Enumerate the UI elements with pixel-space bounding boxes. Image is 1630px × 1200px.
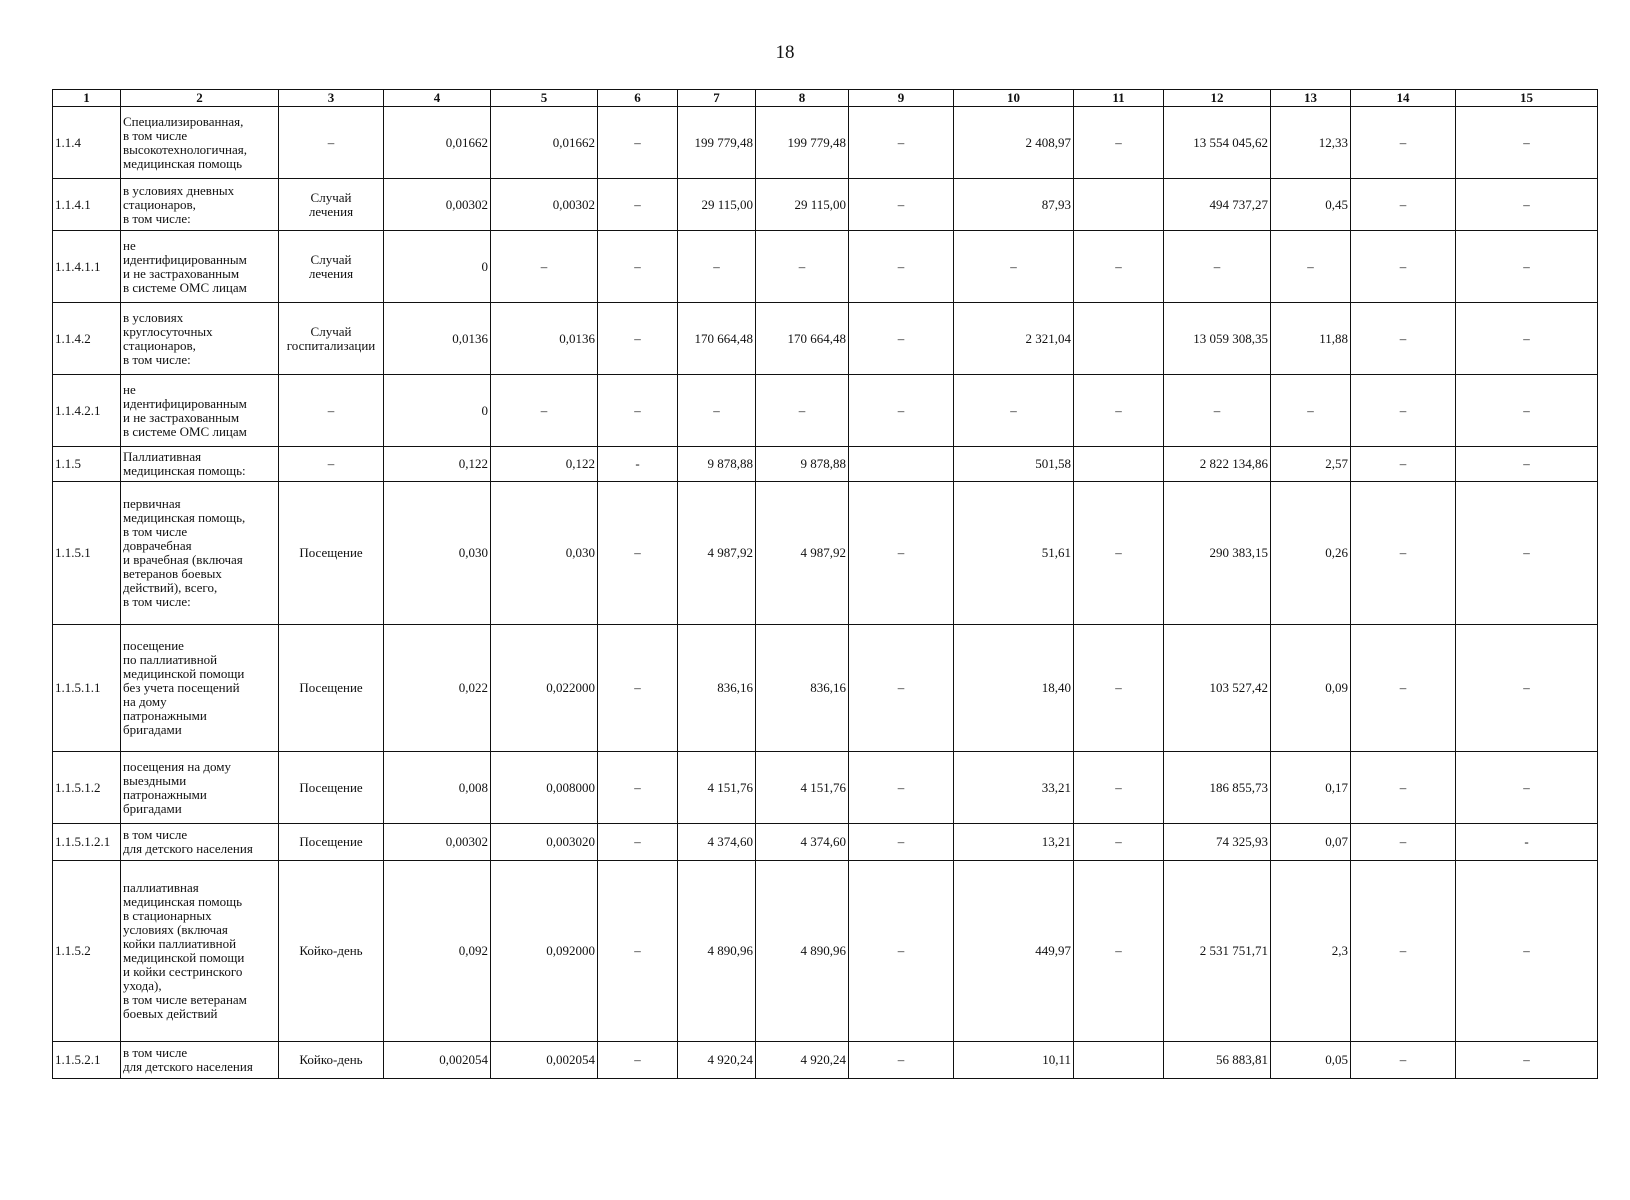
cell-col9: – <box>849 625 954 752</box>
column-header: 12 <box>1164 90 1271 107</box>
row-unit: Койко-день <box>279 861 384 1042</box>
cell-col13: 0,17 <box>1271 752 1351 824</box>
column-header: 5 <box>491 90 598 107</box>
cell-col10: 87,93 <box>954 179 1074 231</box>
cell-col15: – <box>1456 1042 1598 1079</box>
cell-col9: – <box>849 824 954 861</box>
column-header: 1 <box>53 90 121 107</box>
cell-col11: – <box>1074 861 1164 1042</box>
cell-col10: 10,11 <box>954 1042 1074 1079</box>
cell-col6: – <box>598 1042 678 1079</box>
cell-col14: – <box>1351 375 1456 447</box>
row-code: 1.1.4.2.1 <box>53 375 121 447</box>
cell-col8: 4 374,60 <box>756 824 849 861</box>
cell-col9: – <box>849 752 954 824</box>
cell-col10: 449,97 <box>954 861 1074 1042</box>
cell-col5: 0,003020 <box>491 824 598 861</box>
row-unit: Случай лечения <box>279 231 384 303</box>
cell-col10: 18,40 <box>954 625 1074 752</box>
cell-col7: 29 115,00 <box>678 179 756 231</box>
cell-col5: 0,030 <box>491 482 598 625</box>
cell-col6: – <box>598 303 678 375</box>
cell-col5: 0,008000 <box>491 752 598 824</box>
cell-col5: 0,122 <box>491 447 598 482</box>
column-header: 10 <box>954 90 1074 107</box>
cell-col4: 0,002054 <box>384 1042 491 1079</box>
row-name: в том числе для детского населения <box>121 1042 279 1079</box>
table-row <box>53 107 1598 179</box>
header-row <box>53 90 1598 107</box>
row-name: посещения на дому выездными патронажными бригадами <box>121 752 279 824</box>
cell-col4: 0 <box>384 375 491 447</box>
cell-col10: 501,58 <box>954 447 1074 482</box>
cell-col8: 29 115,00 <box>756 179 849 231</box>
row-unit: – <box>279 447 384 482</box>
cell-col6: – <box>598 752 678 824</box>
cell-col5: 0,01662 <box>491 107 598 179</box>
cell-col7: 4 151,76 <box>678 752 756 824</box>
cell-col4: 0,01662 <box>384 107 491 179</box>
cell-col10: – <box>954 231 1074 303</box>
row-name: в том числе для детского населения <box>121 824 279 861</box>
cell-col8: 4 151,76 <box>756 752 849 824</box>
cell-col9: – <box>849 861 954 1042</box>
cell-col4: 0,122 <box>384 447 491 482</box>
cell-col7: 4 890,96 <box>678 861 756 1042</box>
cell-col10: 13,21 <box>954 824 1074 861</box>
cell-col8: 170 664,48 <box>756 303 849 375</box>
cell-col13: 0,05 <box>1271 1042 1351 1079</box>
cell-col7: 836,16 <box>678 625 756 752</box>
column-header: 13 <box>1271 90 1351 107</box>
cell-col8: 4 987,92 <box>756 482 849 625</box>
cell-col13: 0,26 <box>1271 482 1351 625</box>
column-header: 7 <box>678 90 756 107</box>
column-header: 6 <box>598 90 678 107</box>
cell-col7: – <box>678 231 756 303</box>
table-row <box>53 482 1598 625</box>
cell-col12: 74 325,93 <box>1164 824 1271 861</box>
cell-col7: 9 878,88 <box>678 447 756 482</box>
cell-col11: – <box>1074 824 1164 861</box>
row-code: 1.1.5.2.1 <box>53 1042 121 1079</box>
row-code: 1.1.5 <box>53 447 121 482</box>
cell-col11 <box>1074 1042 1164 1079</box>
cell-col4: 0,092 <box>384 861 491 1042</box>
cell-col10: – <box>954 375 1074 447</box>
cell-col14: – <box>1351 107 1456 179</box>
cell-col4: 0,0136 <box>384 303 491 375</box>
table-row <box>53 303 1598 375</box>
cell-col9: – <box>849 107 954 179</box>
cell-col15: – <box>1456 231 1598 303</box>
cell-col12: – <box>1164 375 1271 447</box>
cell-col6: – <box>598 375 678 447</box>
row-unit: Койко-день <box>279 1042 384 1079</box>
row-unit: Посещение <box>279 482 384 625</box>
table-row <box>53 375 1598 447</box>
column-header: 14 <box>1351 90 1456 107</box>
cell-col12: 186 855,73 <box>1164 752 1271 824</box>
row-code: 1.1.5.1 <box>53 482 121 625</box>
cell-col5: 0,002054 <box>491 1042 598 1079</box>
cell-col11: – <box>1074 107 1164 179</box>
row-code: 1.1.4 <box>53 107 121 179</box>
cell-col12: – <box>1164 231 1271 303</box>
row-unit: Случай лечения <box>279 179 384 231</box>
table-row <box>53 625 1598 752</box>
cell-col6: – <box>598 625 678 752</box>
cell-col14: – <box>1351 303 1456 375</box>
cell-col5: 0,0136 <box>491 303 598 375</box>
cell-col9: – <box>849 231 954 303</box>
cell-col15: – <box>1456 447 1598 482</box>
cell-col6: - <box>598 447 678 482</box>
cell-col12: 290 383,15 <box>1164 482 1271 625</box>
row-name: в условиях круглосуточных стационаров, в том числе: <box>121 303 279 375</box>
cell-col13: 0,45 <box>1271 179 1351 231</box>
cell-col8: – <box>756 231 849 303</box>
cell-col13: 12,33 <box>1271 107 1351 179</box>
row-unit: – <box>279 107 384 179</box>
cell-col8: 9 878,88 <box>756 447 849 482</box>
cell-col13: 2,57 <box>1271 447 1351 482</box>
cell-col14: – <box>1351 752 1456 824</box>
cell-col10: 2 321,04 <box>954 303 1074 375</box>
cell-col4: 0,008 <box>384 752 491 824</box>
cell-col12: 103 527,42 <box>1164 625 1271 752</box>
cell-col6: – <box>598 231 678 303</box>
cell-col9: – <box>849 179 954 231</box>
cell-col12: 2 822 134,86 <box>1164 447 1271 482</box>
column-header: 3 <box>279 90 384 107</box>
cell-col9: – <box>849 375 954 447</box>
cell-col11: – <box>1074 752 1164 824</box>
cell-col15: - <box>1456 824 1598 861</box>
row-code: 1.1.5.1.2.1 <box>53 824 121 861</box>
cell-col6: – <box>598 824 678 861</box>
table-row <box>53 861 1598 1042</box>
cell-col6: – <box>598 179 678 231</box>
cell-col7: 170 664,48 <box>678 303 756 375</box>
cell-col14: – <box>1351 824 1456 861</box>
cell-col15: – <box>1456 303 1598 375</box>
cell-col12: 2 531 751,71 <box>1164 861 1271 1042</box>
column-header: 11 <box>1074 90 1164 107</box>
row-name: не идентифицированным и не застрахованным в системе ОМС лицам <box>121 231 279 303</box>
cell-col4: 0,022 <box>384 625 491 752</box>
cell-col15: – <box>1456 861 1598 1042</box>
row-name: Специализированная, в том числе высокотехнологичная, медицинская помощь <box>121 107 279 179</box>
cell-col12: 494 737,27 <box>1164 179 1271 231</box>
cell-col15: – <box>1456 625 1598 752</box>
cell-col11: – <box>1074 482 1164 625</box>
cell-col13: 0,07 <box>1271 824 1351 861</box>
cell-col6: – <box>598 107 678 179</box>
cell-col7: 4 987,92 <box>678 482 756 625</box>
cell-col8: 4 920,24 <box>756 1042 849 1079</box>
cell-col15: – <box>1456 375 1598 447</box>
cell-col12: 13 554 045,62 <box>1164 107 1271 179</box>
cell-col11: – <box>1074 625 1164 752</box>
table-row <box>53 1042 1598 1079</box>
cell-col5: – <box>491 231 598 303</box>
cell-col7: 199 779,48 <box>678 107 756 179</box>
cell-col4: 0,00302 <box>384 824 491 861</box>
row-name: не идентифицированным и не застрахованным в системе ОМС лицам <box>121 375 279 447</box>
column-header: 4 <box>384 90 491 107</box>
cell-col8: 836,16 <box>756 625 849 752</box>
column-header: 15 <box>1456 90 1598 107</box>
row-unit: – <box>279 375 384 447</box>
table-row <box>53 752 1598 824</box>
cell-col15: – <box>1456 179 1598 231</box>
row-unit: Посещение <box>279 824 384 861</box>
cell-col5: 0,00302 <box>491 179 598 231</box>
cell-col14: – <box>1351 179 1456 231</box>
cell-col10: 33,21 <box>954 752 1074 824</box>
row-name: Паллиативная медицинская помощь: <box>121 447 279 482</box>
cell-col10: 51,61 <box>954 482 1074 625</box>
cell-col14: – <box>1351 231 1456 303</box>
cell-col4: 0 <box>384 231 491 303</box>
cell-col12: 13 059 308,35 <box>1164 303 1271 375</box>
cell-col4: 0,00302 <box>384 179 491 231</box>
row-code: 1.1.5.2 <box>53 861 121 1042</box>
cell-col8: 4 890,96 <box>756 861 849 1042</box>
cell-col11: – <box>1074 231 1164 303</box>
row-name: в условиях дневных стационаров, в том числе: <box>121 179 279 231</box>
cell-col10: 2 408,97 <box>954 107 1074 179</box>
cell-col13: 11,88 <box>1271 303 1351 375</box>
row-name: паллиативная медицинская помощь в стационарных условиях (включая койки паллиативной медицинской помощи и койки сестринского ухода), в том числе ветеранам боевых действий <box>121 861 279 1042</box>
row-unit: Посещение <box>279 625 384 752</box>
cell-col11 <box>1074 179 1164 231</box>
cell-col9: – <box>849 303 954 375</box>
cell-col5: 0,092000 <box>491 861 598 1042</box>
cell-col8: – <box>756 375 849 447</box>
column-header: 9 <box>849 90 954 107</box>
cell-col15: – <box>1456 107 1598 179</box>
table-row <box>53 231 1598 303</box>
row-code: 1.1.4.1.1 <box>53 231 121 303</box>
cell-col14: – <box>1351 1042 1456 1079</box>
row-code: 1.1.5.1.2 <box>53 752 121 824</box>
cell-col13: 0,09 <box>1271 625 1351 752</box>
cell-col12: 56 883,81 <box>1164 1042 1271 1079</box>
cell-col9 <box>849 447 954 482</box>
column-header: 2 <box>121 90 279 107</box>
cell-col13: – <box>1271 231 1351 303</box>
cell-col11 <box>1074 447 1164 482</box>
cell-col7: – <box>678 375 756 447</box>
cell-col4: 0,030 <box>384 482 491 625</box>
page-number: 18 <box>775 42 795 63</box>
tariff-table <box>52 89 1598 1079</box>
cell-col5: – <box>491 375 598 447</box>
cell-col9: – <box>849 1042 954 1079</box>
cell-col13: – <box>1271 375 1351 447</box>
cell-col14: – <box>1351 482 1456 625</box>
cell-col14: – <box>1351 861 1456 1042</box>
cell-col8: 199 779,48 <box>756 107 849 179</box>
row-code: 1.1.4.1 <box>53 179 121 231</box>
cell-col6: – <box>598 861 678 1042</box>
cell-col11 <box>1074 303 1164 375</box>
cell-col5: 0,022000 <box>491 625 598 752</box>
cell-col13: 2,3 <box>1271 861 1351 1042</box>
row-name: первичная медицинская помощь, в том числе доврачебная и врачебная (включая ветеранов боевых действий), всего, в том числе: <box>121 482 279 625</box>
row-code: 1.1.5.1.1 <box>53 625 121 752</box>
table-row <box>53 179 1598 231</box>
row-code: 1.1.4.2 <box>53 303 121 375</box>
cell-col7: 4 920,24 <box>678 1042 756 1079</box>
cell-col15: – <box>1456 482 1598 625</box>
table-row <box>53 824 1598 861</box>
cell-col9: – <box>849 482 954 625</box>
cell-col15: – <box>1456 752 1598 824</box>
row-unit: Посещение <box>279 752 384 824</box>
row-name: посещение по паллиативной медицинской помощи без учета посещений на дому патронажными бригадами <box>121 625 279 752</box>
row-unit: Случай госпитализации <box>279 303 384 375</box>
cell-col14: – <box>1351 625 1456 752</box>
cell-col11: – <box>1074 375 1164 447</box>
table-row <box>53 447 1598 482</box>
cell-col7: 4 374,60 <box>678 824 756 861</box>
cell-col6: – <box>598 482 678 625</box>
column-header: 8 <box>756 90 849 107</box>
cell-col14: – <box>1351 447 1456 482</box>
